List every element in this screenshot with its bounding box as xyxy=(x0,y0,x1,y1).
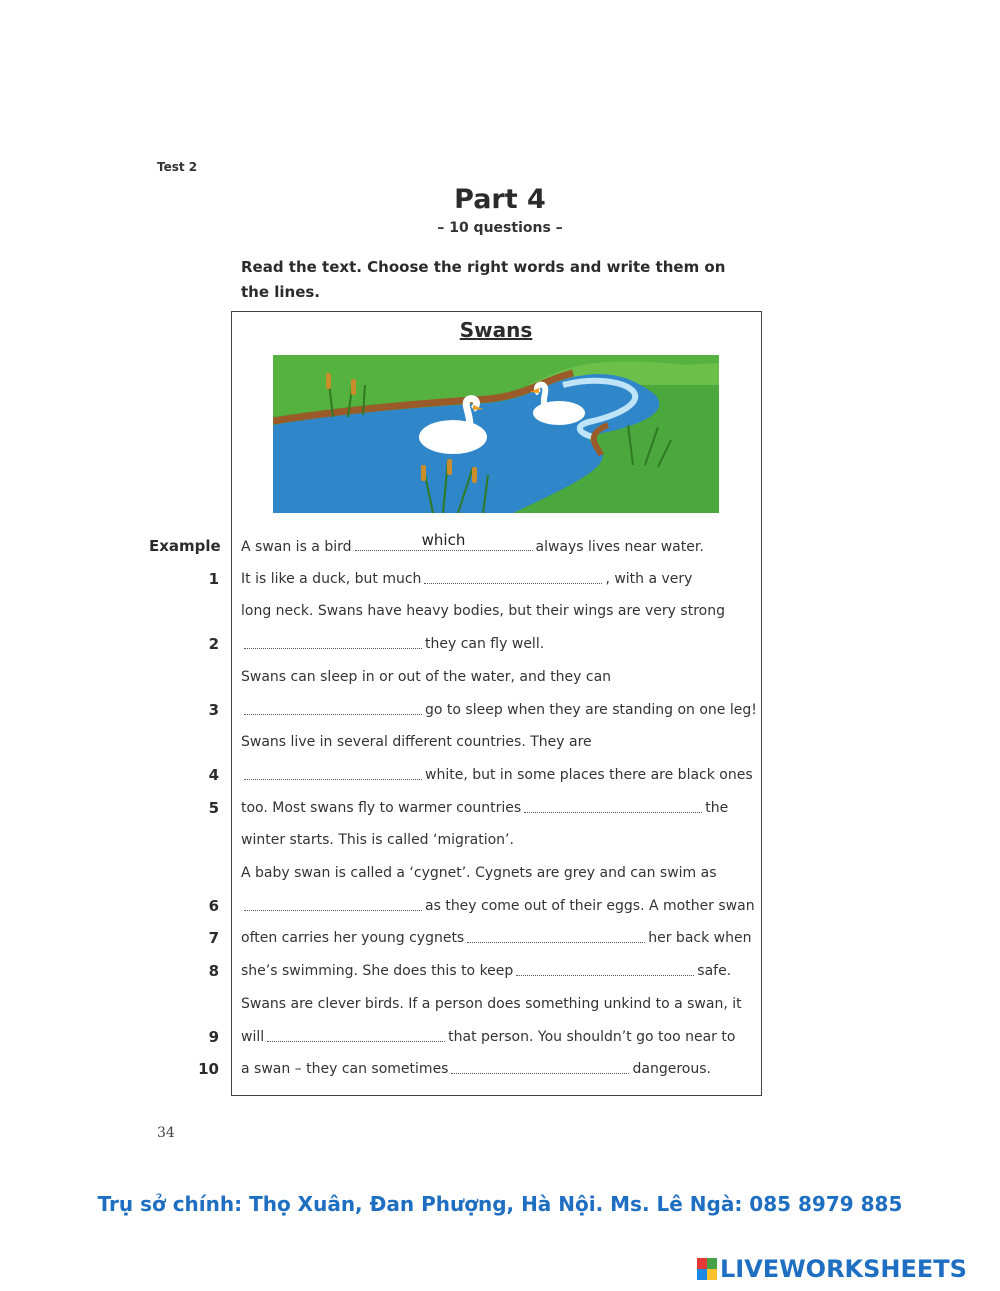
answer-blank-6[interactable] xyxy=(244,896,422,911)
text-line xyxy=(241,928,751,948)
line-text-before: will xyxy=(241,1029,265,1045)
example-answer-blank[interactable] xyxy=(355,531,533,551)
answer-blank-10[interactable] xyxy=(451,1059,629,1074)
answer-text: which xyxy=(421,531,466,549)
answer-blank-5[interactable] xyxy=(524,798,702,813)
line-text-before: winter starts. This is called ‘migration’. xyxy=(241,832,514,848)
text-line xyxy=(241,667,611,687)
question-number: 3 xyxy=(208,701,219,719)
line-text-after: as they come out of their eggs. A mother swan xyxy=(425,898,755,914)
question-number: 8 xyxy=(208,962,219,980)
line-text-after: go to sleep when they are standing on one leg! xyxy=(425,702,757,718)
line-text-before: A swan is a bird xyxy=(241,539,352,555)
footer-address: Trụ sở chính: Thọ Xuân, Đan Phượng, Hà Nội. Ms. Lê Ngà: 085 8979 885 xyxy=(97,1192,903,1216)
text-line xyxy=(241,1027,735,1047)
line-text-before: often carries her young cygnets xyxy=(241,930,465,946)
question-number: 6 xyxy=(208,897,219,915)
liveworksheets-wordmark: LIVEWORKSHEETS xyxy=(720,1255,967,1283)
text-line xyxy=(241,798,728,818)
answer-blank-8[interactable] xyxy=(516,961,694,976)
text-line xyxy=(241,994,742,1014)
line-text-before: It is like a duck, but much xyxy=(241,571,422,587)
answer-blank-3[interactable] xyxy=(244,700,422,715)
line-text-after: always lives near water. xyxy=(535,539,704,555)
test-label: Test 2 xyxy=(157,160,198,174)
line-text-before: Swans can sleep in or out of the water, and they can xyxy=(241,669,612,685)
text-line xyxy=(241,531,704,556)
text-line xyxy=(241,896,755,916)
text-line xyxy=(241,961,731,981)
line-text-after: safe. xyxy=(697,963,732,979)
text-line xyxy=(241,634,544,654)
page-subtitle: – 10 questions – xyxy=(437,220,563,236)
line-text-before: too. Most swans fly to warmer countries xyxy=(241,800,522,816)
line-text-before: a swan – they can sometimes xyxy=(241,1061,449,1077)
text-line xyxy=(241,863,717,883)
page-number: 34 xyxy=(157,1125,175,1141)
question-number: Example xyxy=(149,537,221,555)
line-text-before: long neck. Swans have heavy bodies, but their wings are very strong xyxy=(241,603,725,619)
swan-left xyxy=(419,420,487,454)
story-title: Swans xyxy=(459,318,533,342)
answer-blank-1[interactable] xyxy=(424,569,602,584)
question-number: 7 xyxy=(208,929,219,947)
text-line xyxy=(241,601,725,621)
line-text-after: that person. You shouldn’t go too near to xyxy=(448,1029,736,1045)
line-text-before: Swans live in several different countries. They are xyxy=(241,734,592,750)
answer-blank-2[interactable] xyxy=(244,634,422,649)
line-text-before: Swans are clever birds. If a person does something unkind to a swan, it xyxy=(241,996,742,1012)
text-line xyxy=(241,765,753,785)
text-line xyxy=(241,569,692,589)
page-title: Part 4 xyxy=(454,184,546,215)
answer-blank-9[interactable] xyxy=(267,1027,445,1042)
line-text-after: white, but in some places there are black ones xyxy=(425,767,753,783)
answer-blank-4[interactable] xyxy=(244,765,422,780)
swans-illustration xyxy=(273,355,719,513)
question-number: 5 xyxy=(208,799,219,817)
swan-right xyxy=(533,401,585,425)
answer-blank-7[interactable] xyxy=(467,928,645,943)
line-text-after: they can fly well. xyxy=(425,636,545,652)
line-text-after: her back when xyxy=(648,930,752,946)
liveworksheets-logo xyxy=(697,1255,967,1283)
text-line xyxy=(241,700,757,720)
question-number: 1 xyxy=(208,570,219,588)
text-line xyxy=(241,732,592,752)
question-number: 10 xyxy=(198,1060,219,1078)
line-text-after: dangerous. xyxy=(632,1061,711,1077)
line-text-before: she’s swimming. She does this to keep xyxy=(241,963,514,979)
instructions: Read the text. Choose the right words and write them on the lines. xyxy=(241,258,726,301)
line-text-before: A baby swan is called a ‘cygnet’. Cygnets are grey and can swim as xyxy=(241,865,717,881)
question-number: 9 xyxy=(208,1028,219,1046)
text-line xyxy=(241,1059,711,1079)
question-number: 2 xyxy=(208,635,219,653)
text-line xyxy=(241,830,514,850)
liveworksheets-icon xyxy=(697,1258,717,1280)
question-number: 4 xyxy=(208,766,219,784)
line-text-after: , with a very xyxy=(605,571,693,587)
line-text-after: the xyxy=(705,800,729,816)
